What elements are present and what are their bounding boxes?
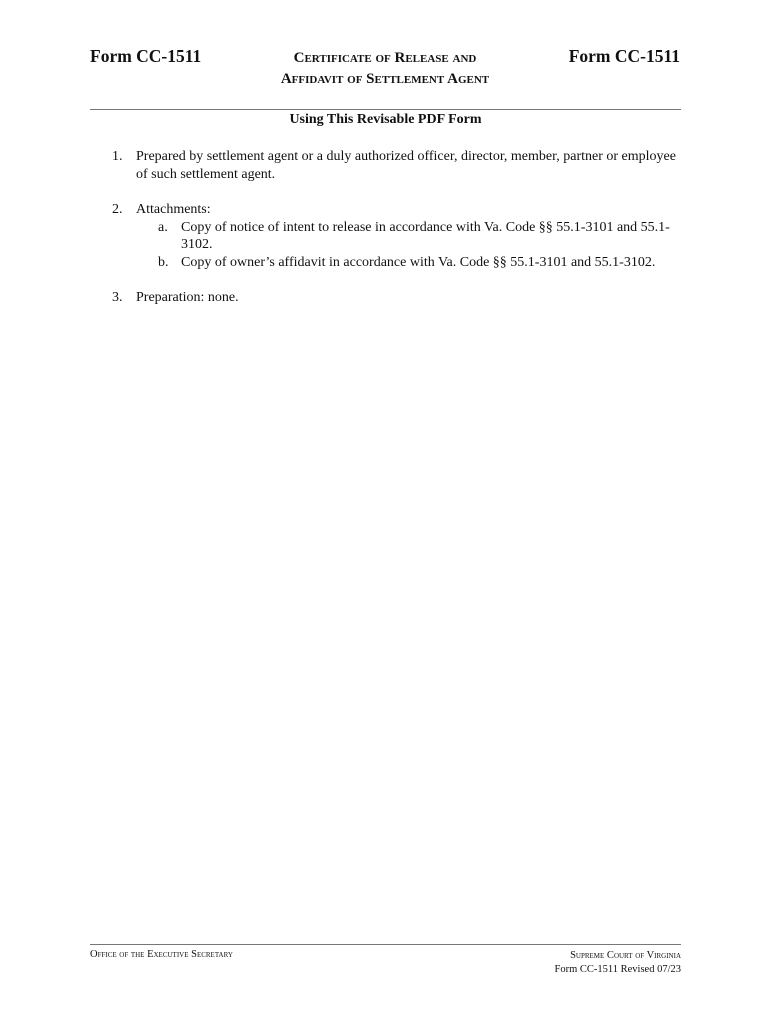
header-divider: [90, 109, 681, 110]
footer-court: Supreme Court of Virginia: [570, 950, 681, 961]
footer-office: Office of the Executive Secretary: [90, 949, 233, 960]
list-item: [90, 148, 681, 183]
sub-list-item: [136, 254, 681, 272]
item-number: 2.: [112, 202, 123, 217]
sub-item-letter: b.: [158, 254, 169, 270]
item-number: 1.: [112, 149, 123, 164]
instructions-list: [90, 148, 681, 325]
item-text: Attachments:: [136, 202, 211, 217]
footer-court-info: [555, 949, 682, 977]
section-heading: Using This Revisable PDF Form: [289, 112, 482, 127]
sub-list-item: [136, 219, 681, 254]
list-item: [90, 201, 681, 271]
document-title: [200, 48, 570, 90]
sub-item-text: Copy of notice of intent to release in accordance with Va. Code §§ 55.1-3101 and 55.1-3102.: [181, 219, 670, 252]
title-line-2: Affidavit of Settlement Agent: [280, 71, 490, 87]
item-text: Preparation: none.: [136, 290, 239, 305]
form-number-right: Form CC-1511: [568, 46, 680, 66]
sub-item-letter: a.: [158, 219, 168, 235]
title-line-1: Certificate of Release and: [293, 50, 477, 66]
footer-divider: [90, 944, 681, 945]
item-number: 3.: [112, 290, 123, 305]
item-text: Prepared by settlement agent or a duly authorized officer, director, member, partner or employee of such settlement agent.: [136, 149, 676, 182]
list-item: [90, 289, 681, 307]
form-number-left: Form CC-1511: [90, 46, 202, 66]
footer-form-revision: Form CC-1511 Revised 07/23: [554, 964, 681, 975]
sub-item-text: Copy of owner’s affidavit in accordance with Va. Code §§ 55.1-3101 and 55.1-3102.: [181, 254, 656, 270]
